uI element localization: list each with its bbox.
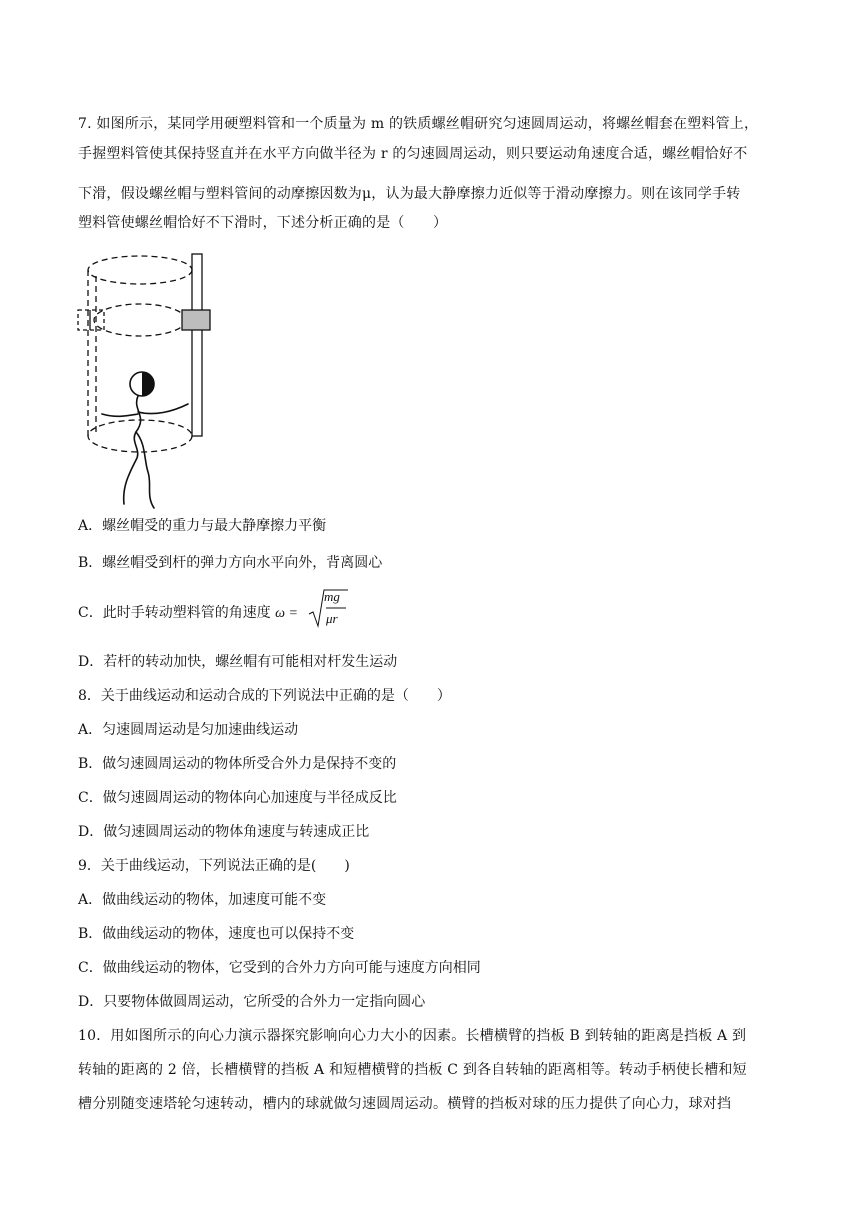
omega-symbol: ω =: [275, 606, 299, 621]
q8-option-d: D．做匀速圆周运动的物体角速度与转速成正比: [78, 824, 370, 840]
q8-stem: 8．关于曲线运动和运动合成的下列说法中正确的是（ ）: [78, 688, 451, 704]
q7-line-1: 7. 如图所示，某同学用硬塑料管和一个质量为 m 的铁质螺丝帽研究匀速圆周运动，将螺丝帽套在塑料管上，: [78, 116, 759, 132]
person-leg: [136, 432, 154, 508]
q9-stem: 9．关于曲线运动，下列说法正确的是( ): [78, 858, 350, 874]
tube-rotation-figure: [76, 246, 216, 514]
screw-cap: [182, 310, 210, 330]
person-arm: [138, 404, 188, 414]
q8-option-b: B．做匀速圆周运动的物体所受合外力是保持不变的: [78, 756, 397, 772]
q10-line-3: 槽分别随变速塔轮匀速转动，槽内的球就做匀速圆周运动。横臂的挡板对球的压力提供了向心力，球对挡: [78, 1096, 732, 1112]
q10-line-2: 转轴的距离的 2 倍，长槽横臂的挡板 A 和短槽横臂的挡板 C 到各自转轴的距离相等。转动手柄使长槽和短: [78, 1062, 747, 1078]
q9-option-c: C．做曲线运动的物体，它受到的合外力方向可能与速度方向相同: [78, 960, 481, 976]
q7-option-b: B．螺丝帽受到杆的弹力方向水平向外，背离圆心: [78, 555, 383, 571]
q10-line-1: 10．用如图所示的向心力演示器探究影响向心力大小的因素。长槽横臂的挡板 B 到转轴的距离是挡板 A 到: [78, 1028, 747, 1044]
plastic-tube: [192, 254, 202, 436]
q9-option-a: A．做曲线运动的物体，加速度可能不变: [78, 892, 327, 908]
q9-option-b: B．做曲线运动的物体，速度也可以保持不变: [78, 926, 355, 942]
q7-option-d: D．若杆的转动加快，螺丝帽有可能相对杆发生运动: [78, 654, 398, 670]
q7-option-c-prefix: C．此时手转动塑料管的角速度: [78, 605, 271, 621]
q8-option-c: C．做匀速圆周运动的物体向心加速度与半径成反比: [78, 790, 397, 806]
fraction-numerator: mg: [324, 589, 340, 604]
person-other-arm: [102, 414, 138, 416]
middle-orbit-ellipse: [94, 304, 186, 336]
cap-dashed-outline: [78, 310, 104, 330]
q7-line-3: 下滑，假设螺丝帽与塑料管间的动摩擦因数为μ，认为最大静摩擦力近似等于滑动摩擦力。则在该同学手转: [78, 186, 741, 202]
q7-line-4: 塑料管使螺丝帽恰好不下滑时，下述分析正确的是（ ）: [78, 215, 448, 231]
q7-option-c: [78, 603, 298, 624]
q9-option-d: D．只要物体做圆周运动，它所受的合外力一定指向圆心: [78, 994, 426, 1010]
q8-option-a: A．匀速圆周运动是匀加速曲线运动: [78, 722, 299, 738]
q7-line-2: 手握塑料管使其保持竖直并在水平方向做半径为 r 的匀速圆周运动，则只要运动角速度合适，螺丝帽恰好不: [78, 146, 748, 162]
q7-option-a: A．螺丝帽受的重力与最大静摩擦力平衡: [78, 518, 327, 534]
fraction-denominator: μr: [326, 611, 338, 626]
person-head-shade: [142, 372, 154, 396]
top-orbit-ellipse: [88, 256, 192, 284]
